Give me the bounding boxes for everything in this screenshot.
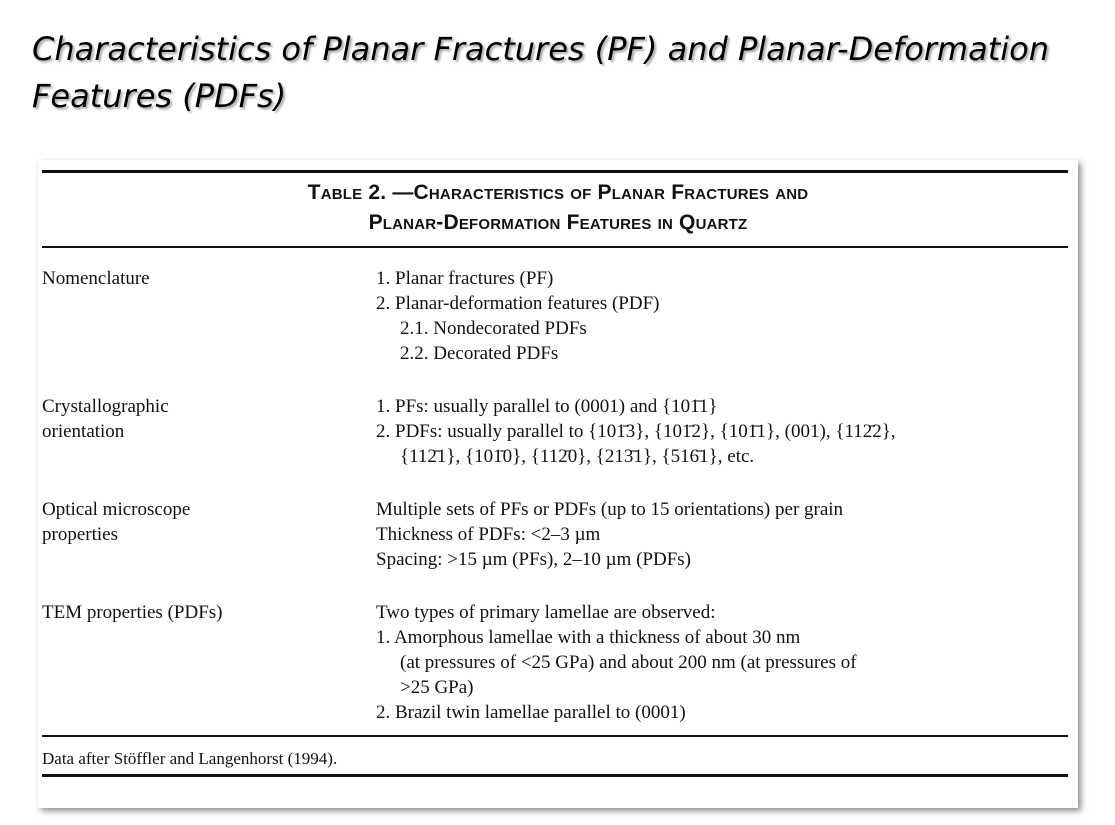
table-footnote: Data after Stöffler and Langenhorst (1994). [42, 749, 338, 768]
row-line: 2. Brazil twin lamellae parallel to (0001) [376, 702, 686, 723]
row-line: >25 GPa) [400, 677, 474, 698]
row-body [376, 266, 1056, 366]
row-line: 2.2. Decorated PDFs [400, 343, 559, 364]
row-line: Two types of primary lamellae are observed: [376, 602, 716, 623]
row-line: 1. Planar fractures (PF) [376, 268, 554, 289]
row-line: 1. PFs: usually parallel to (0001) and {101̄1} [376, 396, 718, 417]
row-line: Thickness of PDFs: <2–3 µm [376, 524, 601, 545]
slide-title: Characteristics of Planar Fractures (PF) and Planar-Deformation Features (PDFs) [32, 30, 1049, 115]
row-line: 2. Planar-deformation features (PDF) [376, 293, 660, 314]
row-line: 2. PDFs: usually parallel to {101̄3}, {101̄2}, {101̄1}, (001), {112̄2}, [376, 421, 896, 442]
table-panel [38, 160, 1078, 808]
row-label: TEM properties (PDFs) [42, 602, 223, 623]
row-label: Nomenclature [42, 268, 150, 289]
row-label: Optical microscope properties [42, 499, 191, 545]
footnote-rule [42, 735, 1068, 737]
row-body [376, 600, 1056, 725]
table-caption [38, 178, 1078, 238]
row-line: 2.1. Nondecorated PDFs [400, 318, 587, 339]
top-rule [42, 170, 1068, 173]
header-rule [42, 246, 1068, 248]
row-line: {112̄1}, {101̄0}, {112̄0}, {213̄1}, {516̄1}, etc. [400, 446, 755, 467]
row-body [376, 497, 1056, 572]
row-line: (at pressures of <25 GPa) and about 200 nm (at pressures of [400, 652, 857, 673]
row-line: 1. Amorphous lamellae with a thickness of about 30 nm [376, 627, 801, 648]
row-line: Multiple sets of PFs or PDFs (up to 15 orientations) per grain [376, 499, 844, 520]
table-caption-line-2: Planar-Deformation Features in Quartz [368, 211, 748, 234]
table-caption-line-1: Table 2. —Characteristics of Planar Fractures and [307, 181, 809, 204]
row-line: Spacing: >15 µm (PFs), 2–10 µm (PDFs) [376, 549, 691, 570]
bottom-rule [42, 774, 1068, 777]
row-label: Crystallographic orientation [42, 396, 169, 442]
row-body [376, 394, 1056, 469]
